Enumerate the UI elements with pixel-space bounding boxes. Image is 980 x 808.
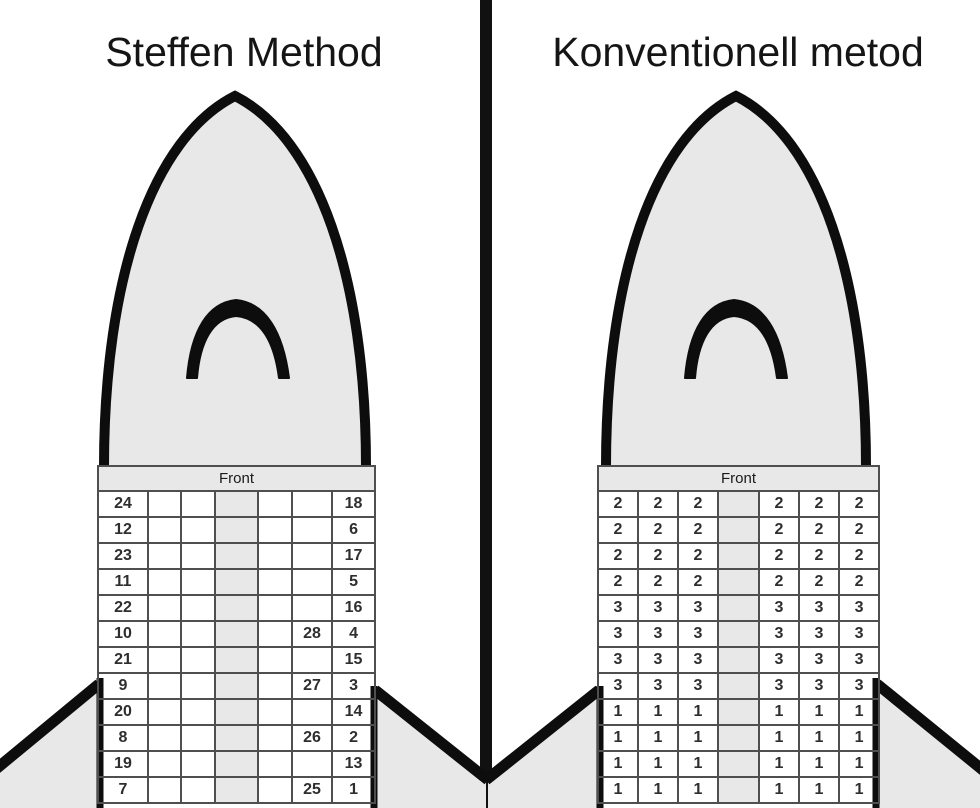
seat-cell: 6	[332, 517, 375, 543]
seat-cell: 10	[98, 621, 148, 647]
seat-cell	[181, 751, 215, 777]
seat-row	[98, 543, 375, 569]
seat-cell	[181, 569, 215, 595]
aisle-cell	[718, 543, 759, 569]
seat-cell: 21	[98, 647, 148, 673]
seat-cell	[292, 595, 332, 621]
seat-cell	[181, 621, 215, 647]
seat-cell: 9	[98, 673, 148, 699]
aisle-cell	[718, 595, 759, 621]
seat-row	[598, 543, 879, 569]
seat-cell	[181, 647, 215, 673]
seat-cell	[258, 751, 292, 777]
seat-cell: 1	[759, 777, 799, 803]
seat-cell: 3	[799, 621, 839, 647]
seat-cell: 2	[638, 543, 678, 569]
seat-row	[98, 725, 375, 751]
aisle-cell	[718, 751, 759, 777]
seat-cell: 3	[678, 673, 718, 699]
aisle-cell	[718, 621, 759, 647]
seat-cell: 2	[598, 517, 638, 543]
seat-cell: 2	[598, 543, 638, 569]
seat-cell	[258, 699, 292, 725]
aisle-cell	[718, 777, 759, 803]
seat-cell: 3	[678, 647, 718, 673]
seat-cell	[148, 621, 181, 647]
seat-cell: 3	[799, 595, 839, 621]
seat-row	[598, 673, 879, 699]
seat-cell: 1	[598, 725, 638, 751]
seat-cell	[258, 595, 292, 621]
aisle-cell	[215, 647, 258, 673]
seat-cell	[148, 569, 181, 595]
seat-cell	[148, 543, 181, 569]
seat-cell	[258, 777, 292, 803]
seat-cell: 2	[332, 725, 375, 751]
seat-cell	[292, 517, 332, 543]
seat-cell: 2	[678, 569, 718, 595]
seat-cell: 3	[598, 595, 638, 621]
seat-row	[98, 569, 375, 595]
seat-cell: 7	[98, 777, 148, 803]
seat-cell	[181, 517, 215, 543]
seat-cell: 2	[638, 517, 678, 543]
seat-cell	[258, 621, 292, 647]
seat-cell	[148, 725, 181, 751]
seat-cell: 2	[759, 543, 799, 569]
seat-row	[598, 491, 879, 517]
seat-row	[98, 621, 375, 647]
seat-cell: 16	[332, 595, 375, 621]
seat-cell: 3	[799, 647, 839, 673]
seat-cell: 8	[98, 725, 148, 751]
left-seating-grid	[97, 465, 376, 804]
seat-row	[98, 777, 375, 803]
seat-cell: 2	[759, 517, 799, 543]
aisle-cell	[718, 491, 759, 517]
aisle-cell	[718, 647, 759, 673]
seat-cell	[148, 699, 181, 725]
seat-cell: 20	[98, 699, 148, 725]
seat-cell: 3	[678, 595, 718, 621]
seat-cell: 2	[799, 569, 839, 595]
seat-cell: 3	[759, 621, 799, 647]
aisle-cell	[215, 699, 258, 725]
seat-cell	[258, 647, 292, 673]
seat-cell: 4	[332, 621, 375, 647]
seat-cell	[181, 673, 215, 699]
seat-cell: 1	[598, 699, 638, 725]
seat-cell	[181, 543, 215, 569]
seat-cell: 5	[332, 569, 375, 595]
seat-cell: 3	[638, 621, 678, 647]
seat-cell: 1	[678, 777, 718, 803]
seat-cell: 19	[98, 751, 148, 777]
seat-cell: 1	[799, 777, 839, 803]
aisle-cell	[215, 543, 258, 569]
aisle-cell	[215, 491, 258, 517]
seat-row	[98, 647, 375, 673]
seat-row	[98, 673, 375, 699]
seat-cell: 14	[332, 699, 375, 725]
seat-cell: 1	[678, 751, 718, 777]
seat-cell: 25	[292, 777, 332, 803]
seat-cell	[258, 491, 292, 517]
seat-cell	[181, 699, 215, 725]
seat-cell: 12	[98, 517, 148, 543]
seat-cell	[148, 777, 181, 803]
seat-cell: 3	[839, 595, 879, 621]
seat-cell: 3	[678, 621, 718, 647]
seat-cell: 1	[678, 699, 718, 725]
seat-row	[98, 491, 375, 517]
seat-row	[98, 699, 375, 725]
seat-cell	[148, 751, 181, 777]
center-divider	[480, 0, 492, 808]
seat-cell: 1	[638, 699, 678, 725]
seat-cell	[292, 647, 332, 673]
seat-cell: 3	[759, 647, 799, 673]
seat-cell: 1	[678, 725, 718, 751]
seat-cell: 28	[292, 621, 332, 647]
seat-cell: 2	[759, 491, 799, 517]
left-plane-nose-fill	[104, 96, 366, 467]
seat-cell: 3	[759, 673, 799, 699]
aisle-cell	[718, 673, 759, 699]
seat-cell: 1	[799, 725, 839, 751]
seat-cell: 1	[638, 751, 678, 777]
seat-row	[598, 699, 879, 725]
seat-cell: 13	[332, 751, 375, 777]
seat-row	[598, 725, 879, 751]
seat-cell	[148, 673, 181, 699]
seat-cell	[292, 569, 332, 595]
aisle-cell	[215, 595, 258, 621]
seat-cell	[148, 491, 181, 517]
seat-cell: 1	[598, 751, 638, 777]
seat-row	[598, 777, 879, 803]
seat-cell: 23	[98, 543, 148, 569]
seat-cell: 2	[799, 517, 839, 543]
seat-cell: 11	[98, 569, 148, 595]
seat-cell: 2	[839, 569, 879, 595]
seat-row	[598, 647, 879, 673]
aisle-cell	[215, 569, 258, 595]
seat-cell	[148, 647, 181, 673]
seat-row	[98, 517, 375, 543]
seat-cell: 1	[799, 751, 839, 777]
seat-cell	[258, 517, 292, 543]
seat-cell: 2	[759, 569, 799, 595]
seat-cell: 3	[799, 673, 839, 699]
left-method-title: Steffen Method	[105, 29, 383, 75]
seat-cell: 22	[98, 595, 148, 621]
seat-row	[598, 569, 879, 595]
seat-cell: 15	[332, 647, 375, 673]
aisle-cell	[718, 517, 759, 543]
seat-cell: 2	[839, 491, 879, 517]
seat-cell: 2	[638, 569, 678, 595]
seat-cell: 3	[598, 673, 638, 699]
seat-row	[598, 517, 879, 543]
seat-row	[598, 621, 879, 647]
seat-cell: 1	[759, 725, 799, 751]
seat-cell	[181, 725, 215, 751]
seat-cell	[258, 725, 292, 751]
seat-cell: 1	[332, 777, 375, 803]
aisle-cell	[718, 725, 759, 751]
seat-cell: 3	[332, 673, 375, 699]
seat-cell: 1	[598, 777, 638, 803]
seat-cell: 2	[598, 491, 638, 517]
seat-cell	[258, 673, 292, 699]
right-plane-nose-fill	[606, 96, 866, 467]
seat-cell	[292, 751, 332, 777]
aisle-cell	[215, 751, 258, 777]
seat-cell	[148, 517, 181, 543]
seat-cell: 2	[638, 491, 678, 517]
seat-cell: 2	[678, 491, 718, 517]
seat-cell	[258, 569, 292, 595]
seat-cell: 3	[839, 621, 879, 647]
aisle-cell	[215, 777, 258, 803]
seat-row	[598, 751, 879, 777]
seat-cell: 3	[638, 673, 678, 699]
seat-cell: 26	[292, 725, 332, 751]
seat-cell: 1	[839, 699, 879, 725]
seat-row	[98, 751, 375, 777]
seat-cell	[148, 595, 181, 621]
seat-cell: 3	[759, 595, 799, 621]
right-method-title: Konventionell metod	[552, 29, 924, 75]
seat-cell: 3	[839, 673, 879, 699]
seat-cell: 3	[598, 647, 638, 673]
seat-cell: 2	[799, 491, 839, 517]
aisle-cell	[215, 517, 258, 543]
seat-cell: 2	[839, 543, 879, 569]
seat-cell: 1	[839, 777, 879, 803]
seat-cell: 1	[839, 725, 879, 751]
aisle-cell	[718, 699, 759, 725]
seat-cell: 3	[598, 621, 638, 647]
seat-cell: 17	[332, 543, 375, 569]
seat-cell: 2	[678, 543, 718, 569]
seat-cell: 1	[799, 699, 839, 725]
right-grid-front-label: Front	[598, 466, 879, 491]
aisle-cell	[215, 725, 258, 751]
seat-row	[598, 595, 879, 621]
seat-cell	[292, 491, 332, 517]
seat-cell: 27	[292, 673, 332, 699]
seat-cell: 3	[638, 595, 678, 621]
seat-cell: 1	[638, 777, 678, 803]
seat-cell	[292, 699, 332, 725]
seat-row	[98, 595, 375, 621]
seat-cell	[181, 777, 215, 803]
seat-cell: 1	[759, 751, 799, 777]
seat-cell: 3	[839, 647, 879, 673]
seat-cell: 2	[678, 517, 718, 543]
seat-cell	[258, 543, 292, 569]
seat-cell: 2	[839, 517, 879, 543]
seat-cell: 1	[839, 751, 879, 777]
aisle-cell	[215, 621, 258, 647]
seat-cell: 1	[759, 699, 799, 725]
seat-cell: 2	[598, 569, 638, 595]
seat-cell: 18	[332, 491, 375, 517]
seat-cell: 2	[799, 543, 839, 569]
left-grid-front-label: Front	[98, 466, 375, 491]
seat-cell	[292, 543, 332, 569]
aisle-cell	[718, 569, 759, 595]
seat-cell	[181, 491, 215, 517]
aisle-cell	[215, 673, 258, 699]
right-seating-grid	[597, 465, 880, 804]
seat-cell: 24	[98, 491, 148, 517]
seat-cell: 3	[638, 647, 678, 673]
seat-cell	[181, 595, 215, 621]
seat-cell: 1	[638, 725, 678, 751]
